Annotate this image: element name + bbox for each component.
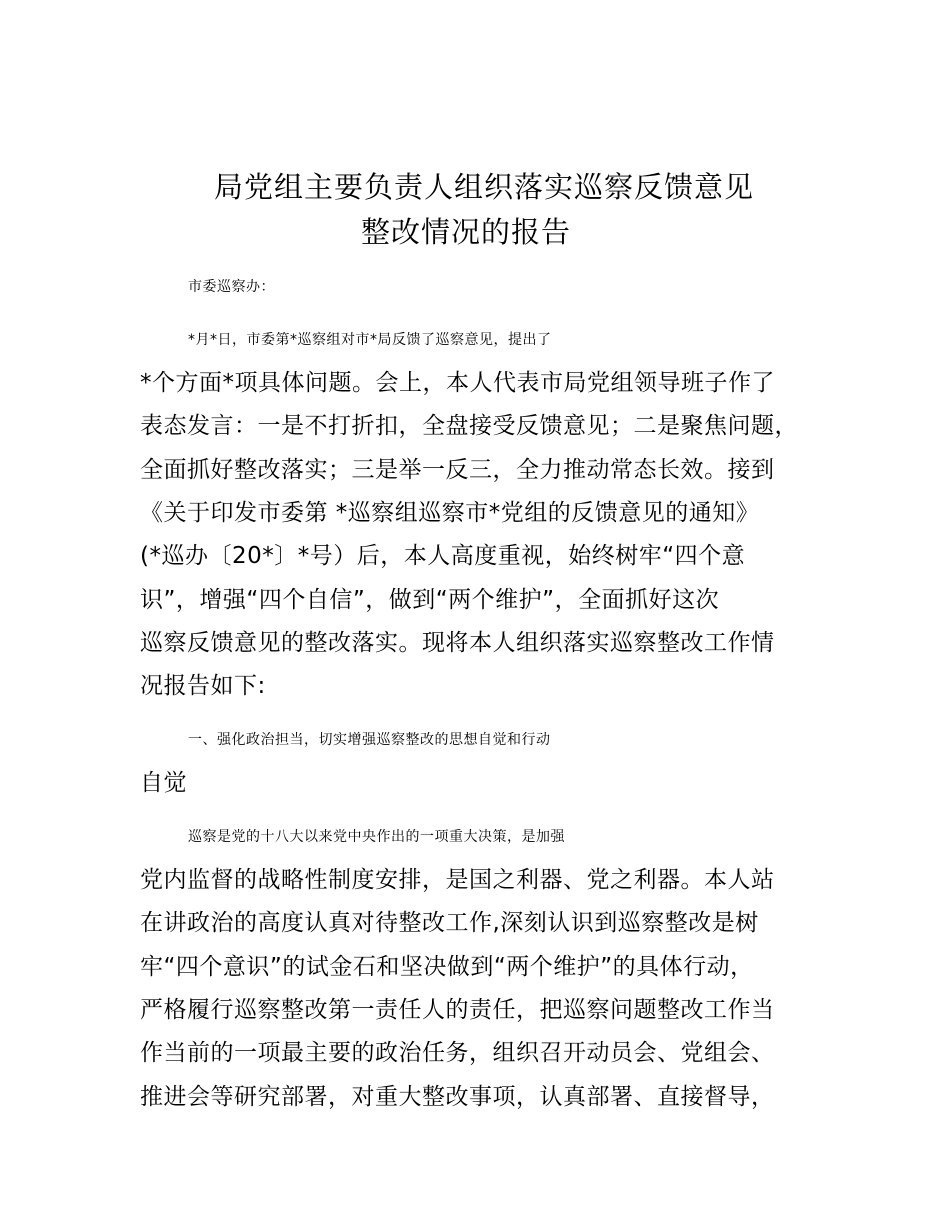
paragraph-2-line-7: 推进会等研究部署，对重大整改事项，认真部署、直接督导， [140,1084,775,1110]
paragraph-1-line-1: *月*日，市委第*巡察组对市*局反馈了巡察意见，提出了 [188,332,552,348]
section-heading-1-line-2: 自觉 [140,770,187,796]
paragraph-1-line-8: 巡察反馈意见的整改落实。现将本人组织落实巡察整改工作情 [140,630,775,656]
paragraph-1-line-5: 《关于印发市委第 *巡察组巡察市*党组的反馈意见的通知》 [140,500,760,526]
paragraph-1-line-2: *个方面*项具体问题。会上，本人代表市局党组领导班子作了 [140,370,775,396]
paragraph-1-line-7: 识”，增强“四个自信”，做到“两个维护”，全面抓好这次 [140,587,720,613]
document-title-line-2: 整改情况的报告 [361,215,572,249]
paragraph-2-line-1: 巡察是党的十八大以来党中央作出的一项重大决策，是加强 [188,829,565,845]
paragraph-2-line-4: 牢“四个意识”的试金石和坚决做到“两个维护”的具体行动， [140,954,754,980]
salutation: 市委巡察办： [188,279,275,295]
paragraph-2-line-6: 作当前的一项最主要的政治任务，组织召开动员会、党组会、 [140,1040,775,1066]
paragraph-1-line-3: 表态发言：一是不打折扣，全盘接受反馈意见；二是聚焦问题， [140,413,798,439]
paragraph-2-line-3: 在讲政治的高度认真对待整改工作,深刻认识到巡察整改是树 [140,910,759,936]
paragraph-2-line-5: 严格履行巡察整改第一责任人的责任，把巡察问题整改工作当 [140,997,775,1023]
document-title-line-1: 局党组主要负责人组织落实巡察反馈意见 [214,170,755,204]
paragraph-1-line-6: (*巡办〔20*〕*号）后，本人高度重视，始终树牢“四个意 [140,543,746,569]
paragraph-1-line-9: 况报告如下: [140,673,266,699]
paragraph-1-line-4: 全面抓好整改落实；三是举一反三，全力推动常态长效。接到 [140,457,775,483]
section-heading-1-line-1: 一、强化政治担当，切实增强巡察整改的思想自觉和行动 [188,732,551,748]
paragraph-2-line-2: 党内监督的战略性制度安排，是国之利器、党之利器。本人站 [140,867,775,893]
